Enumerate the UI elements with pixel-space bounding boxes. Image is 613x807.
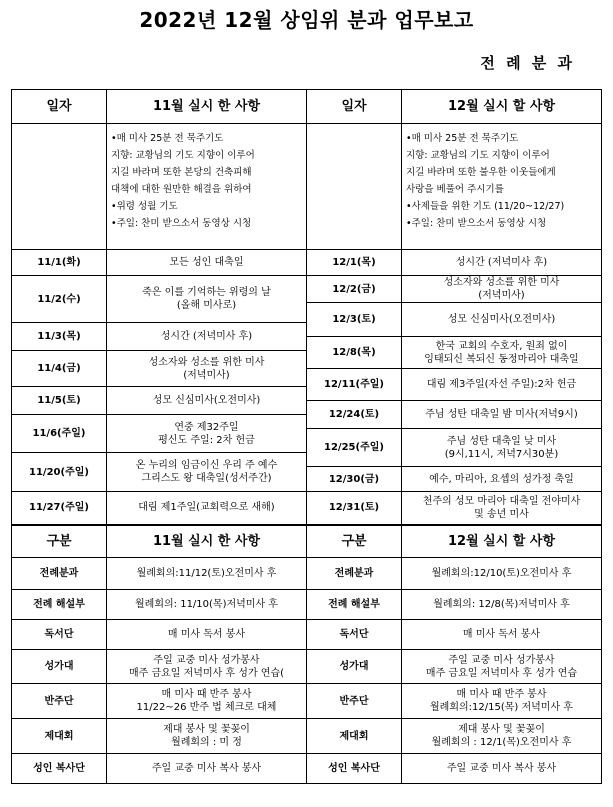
group-done: 월례회의:11/12(토)오전미사 후 [107,558,307,590]
intro-done-line: 지길 바라며 또한 본당의 건축피해 [111,167,252,178]
intro-empty-cell [307,124,402,250]
nov-date: 11/4(금) [12,351,107,387]
col-header-category: 구분 [12,525,107,558]
group-plan: 매 미사 때 반주 봉사 월례회의:12/15(목) 저녁미사 후 [402,684,602,719]
group-name: 성인 복사단 [12,754,107,784]
nov-event: 온 누리의 임금이신 우리 주 예수 그리스도 왕 대축일(성서주간) [107,453,307,492]
col-header-plan: 12월 실시 할 사항 [402,90,602,124]
nov-event: 성소자와 성소를 위한 미사 (저녁미사) [107,351,307,387]
dec-event: 주님 성탄 대축일 낮 미사 (9시,11시, 저녁7시30분) [402,429,602,467]
dec-date: 12/8(목) [307,337,402,369]
nov-date: 11/6(주일) [12,415,107,453]
department-name: 전 례 분 과 [480,54,575,72]
dec-event: 대림 제3주일(자선 주일):2차 헌금 [402,369,602,401]
intro-plan-line: 사랑을 베풀어 주시기를 [406,184,504,195]
group-name: 전례 해설부 [12,590,107,620]
group-name: 성인 복사단 [307,754,402,784]
group-name: 제대회 [12,719,107,754]
dec-date: 12/2(금) [307,276,402,303]
intro-plan-line: 지향: 교황님의 기도 지향이 이루어 [406,150,550,161]
dec-event: 주님 성탄 대축일 밤 미사(저녁9시) [402,401,602,429]
group-name: 독서단 [12,620,107,650]
dec-date: 12/25(주일) [307,429,402,467]
group-done: 주일 교중 미사 성가봉사 매주 금요일 저녁미사 후 성가 연습( [107,650,307,684]
col-header-date2: 일자 [307,90,402,124]
intro-empty-cell [12,124,107,250]
group-plan: 주일 교중 미사 성가봉사 매주 금요일 저녁미사 후 성가 연습 [402,650,602,684]
group-plan: 주일 교중 미사 복사 봉사 [402,754,602,784]
intro-plan-cell [402,124,602,250]
dec-event: 천주의 성모 마리아 대축일 전야미사 및 송년 미사 [402,492,602,525]
nov-event: 대림 제1주일(교회력으로 새해) [107,492,307,525]
dec-date: 12/24(토) [307,401,402,429]
report-table [11,89,602,784]
group-name: 반주단 [307,684,402,719]
group-done: 매 미사 독서 봉사 [107,620,307,650]
dec-event: 한국 교회의 수호자, 원죄 없이 잉태되신 복되신 동정마리아 대축일 [402,337,602,369]
group-name: 제대회 [307,719,402,754]
nov-date: 11/3(목) [12,323,107,351]
nov-event: 연중 제32주일 평신도 주일: 2차 헌금 [107,415,307,453]
group-name: 성가대 [12,650,107,684]
dec-event: 성시간 (저녁미사 후) [402,250,602,276]
group-name: 반주단 [12,684,107,719]
intro-done-line: •주일: 찬미 받으소서 동영상 시청 [111,218,252,229]
group-done: 제대 봉사 및 꽃꽂이 월례회의 : 미 정 [107,719,307,754]
col-header-done: 11월 실시 한 사항 [107,90,307,124]
dec-date: 12/11(주일) [307,369,402,401]
nov-date: 11/1(화) [12,250,107,276]
nov-date: 11/5(토) [12,387,107,415]
dec-event: 성모 신심미사(오전미사) [402,303,602,337]
intro-plan-line: •사제들을 위한 기도 (11/20~12/27) [406,201,565,212]
group-name: 독서단 [307,620,402,650]
col-header-category2: 구분 [307,525,402,558]
group-plan: 월례회의:12/10(토)오전미사 후 [402,558,602,590]
group-name: 전례 해설부 [307,590,402,620]
intro-plan-line: 지길 바라며 또한 불우한 이웃들에게 [406,167,556,178]
group-done: 주일 교중 미사 복사 봉사 [107,754,307,784]
intro-done-line: 대책에 대한 원만한 해결을 위하여 [111,184,252,195]
nov-date: 11/27(주일) [12,492,107,525]
nov-event: 죽은 이를 기억하는 위령의 날 (올해 미사로) [107,276,307,323]
intro-done-line: •매 미사 25분 전 묵주기도 [111,133,224,144]
group-plan: 월례회의: 12/8(목)저녁미사 후 [402,590,602,620]
nov-event: 성시간 (저녁미사 후) [107,323,307,351]
intro-done-line: •위령 성월 기도 [111,201,178,212]
dec-date: 12/3(토) [307,303,402,337]
page-title: 2022년 12월 상임위 분과 업무보고 [139,8,474,32]
intro-plan-line: •주일: 찬미 받으소서 동영상 시청 [406,218,547,229]
group-plan: 제대 봉사 및 꽃꽂이 월례회의 : 12/1(목)오전미사 후 [402,719,602,754]
col-header-done-2: 11월 실시 한 사항 [107,525,307,558]
group-name: 전례분과 [307,558,402,590]
dec-date: 12/1(목) [307,250,402,276]
intro-done-cell [107,124,307,250]
group-name: 전례분과 [12,558,107,590]
group-done: 월례회의: 11/10(목)저녁미사 후 [107,590,307,620]
nov-event: 성모 신심미사(오전미사) [107,387,307,415]
nov-date: 11/20(주일) [12,453,107,492]
dec-event: 예수, 마리아, 요셉의 성가정 축일 [402,467,602,492]
dec-date: 12/31(토) [307,492,402,525]
intro-done-line: 지향: 교황님의 기도 지향이 이루어 [111,150,255,161]
col-header-date: 일자 [12,90,107,124]
group-name: 성가대 [307,650,402,684]
nov-event: 모든 성인 대축일 [107,250,307,276]
dec-event: 성소자와 성소를 위한 미사 (저녁미사) [402,276,602,303]
dec-date: 12/30(금) [307,467,402,492]
col-header-plan-2: 12월 실시 할 사항 [402,525,602,558]
group-done: 매 미사 때 반주 봉사 11/22~26 반주 법 체크로 대체 [107,684,307,719]
intro-plan-line: •매 미사 25분 전 묵주기도 [406,133,519,144]
nov-date: 11/2(수) [12,276,107,323]
group-plan: 매 미사 독서 봉사 [402,620,602,650]
